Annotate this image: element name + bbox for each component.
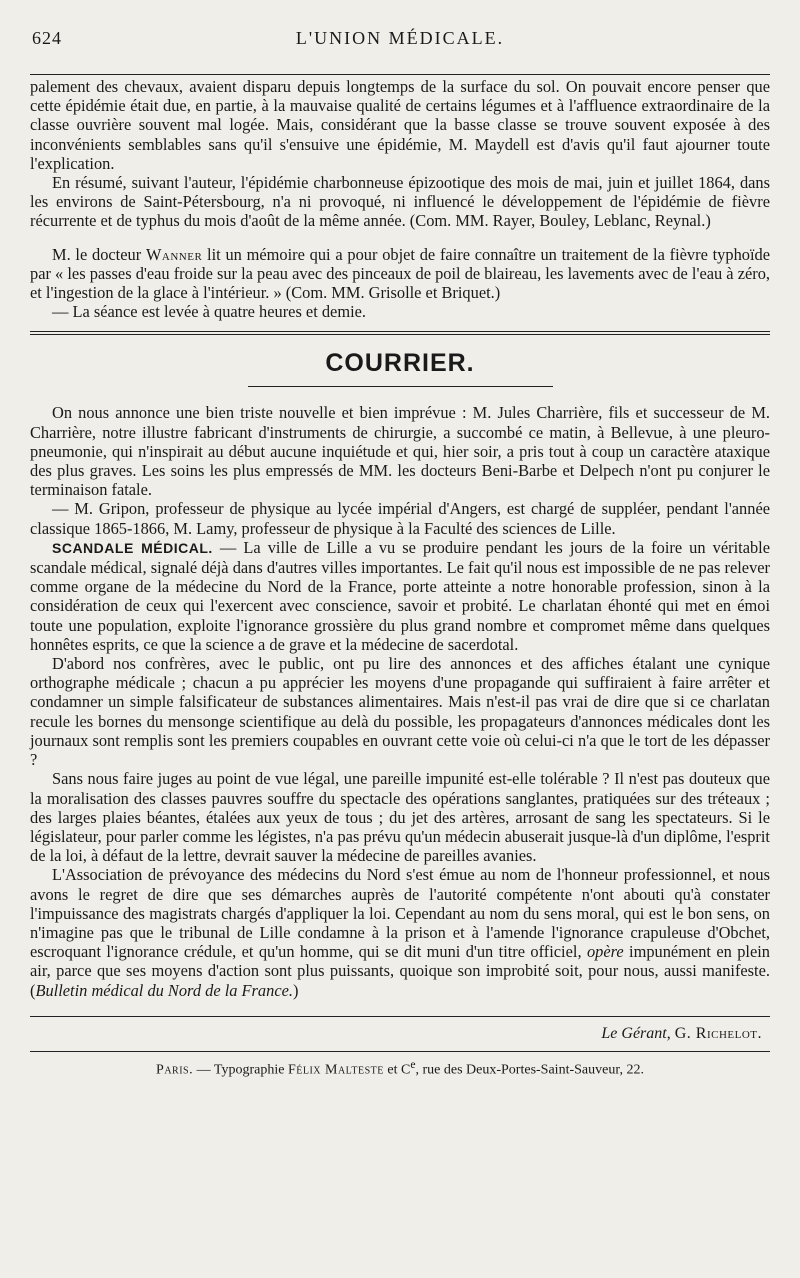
courrier-paragraph-5: Sans nous faire juges au point de vue légal, une pareille impunité est-elle tolérable ? Il n'est pas douteux que la moralisation des classes pauvres souffre du spectacle des opérations sanglantes, pratiquées sur des tréteaux ; des larges plaies béantes, étalées aux yeux de tous ; du jet des artères, arrosant de sang les spectateurs. Si le législateur, pour parler comme les légistes, n'a pas prévu qu'un médecin abuserait jusque-là d'un diplôme, l'esprit de la loi, à défaut de la lettre, devrait sauver la médecine de pareilles avanies.: [30, 769, 770, 866]
session-report: [30, 77, 770, 321]
imprint-text-c: , rue des Deux-Portes-Saint-Sauveur, 22.: [415, 1062, 644, 1078]
imprint-sup: e: [410, 1057, 416, 1071]
page-number: 624: [32, 28, 62, 48]
courrier-paragraph-2: — M. Gripon, professeur de physique au lycée impérial d'Angers, est chargé de suppléer, pendant l'année classique 1865-1866, M. Lamy, professeur de physique à la Faculté des sciences de Lille.: [30, 499, 770, 538]
courrier-paragraph-3: [30, 538, 770, 654]
courrier-paragraph-4: D'abord nos confrères, avec le public, ont pu lire des annonces et des affiches étalant une cynique orthographe médicale ; chacun a pu apprécier les moyens d'une propagande qui suffiraient à faire arrêter et condamner un simple falsificateur de substances alimentaires. Mais n'est-il pas vrai de dire que si ce charlatan recule les bornes du mensonge scientifique au delà du possible, les propagateurs d'annonces médicales dont les journaux sont remplis sont les premiers coupables en ouvrant cette voie où celui-ci n'a que le tort de les dépasser ?: [30, 654, 770, 770]
paragraph-3: [30, 245, 770, 303]
journal-title: L'UNION MÉDICALE.: [295, 28, 505, 48]
imprint-city: Paris.: [156, 1062, 194, 1078]
wanner-text: lit un mémoire qui a pour objet de faire connaître un traitement de la fièvre typhoïde par « les passes d'eau froide sur la peau avec des pinceaux de poil de blaireau, les lavements avec de l'eau à zéro, et l'ingestion de la glace à l'intérieur. » (Com. MM. Grisolle et Briquet.): [30, 244, 770, 303]
association-text: L'Association de prévoyance des médecins du Nord s'est émue au nom de l'honneur professionnel, et nous avons le regret de dire que ses démarches auprès de l'autorité compétente n'ont abouti qu'à constater l'impuissance des magistrats chargés d'appliquer la loi. Cependant au nom du sens moral, qui est le bon sens, on n'imagine pas que le tribunal de Lille condamne à la prison et à l'amende l'ignorance crapuleuse d'Obchet, escroquant l'ignorance crédule, et qu'un homme, qui se dit muni d'un titre officiel,: [30, 865, 770, 962]
running-head: [30, 20, 770, 50]
paragraph-1: palement des chevaux, avaient disparu depuis longtemps de la surface du sol. On pouvait encore penser que cette épidémie était due, en partie, à la mauvaise qualité de certains légumes et à l'affluence extraordinaire de la classe ouvrière souvent mal logée. Mais, considérant que la basse classe se trouve souvent exposée à des inconvénients semblables sans qu'il s'ensuive une épidémie, M. Maydell est d'avis qu'il faut ajourner toute l'explication.: [30, 77, 770, 173]
paragraph-4: — La séance est levée à quatre heures et demie.: [52, 302, 366, 322]
citation-close: ): [292, 980, 299, 1000]
association-text-cont: impunément en plein air, parce que ses moyens d'action sont plus puissants, quoique son improbité soit, pour nous, aussi manifeste. (: [30, 942, 770, 1000]
imprint-text-b: et C: [383, 1062, 411, 1078]
scandale-text: — La ville de Lille a vu se produire pendant les jours de la foire un véritable scandale médical, signalé déjà dans d'autres villes importantes. Le fait qu'il nous est impossible de ne pas relever comme organe de la médecine du Nord de la France, porte atteinte a notre honorable profession, sinon à la considération de ceux qui l'exercent avec conscience, savoir et probité. Le charlatan éhonté qui met en émoi toute une population, exploite l'ignorance grossière du plus grand nombre et compromet même dans quelques honnêtes esprits, ce que la science a de grave et la médecine de sacerdotal.: [30, 537, 770, 654]
section-title-courrier: COURRIER.: [325, 349, 475, 378]
courrier-paragraph-1: On nous annonce une bien triste nouvelle et bien imprévue : M. Jules Charrière, fils et successeur de M. Charrière, notre illustre fabricant d'instruments de chirurgie, a succombé ce matin, à Bellevue, à une pleuro-pneumonie, qui n'inspirait au début aucune inquiétude et qui, hier soir, a pris tout à coup un caractère ataxique des plus graves. Les soins les plus empressés de MM. les docteurs Beni-Barbe et Delpech n'ont pu conjurer le terminaison fatale.: [30, 403, 770, 500]
paragraph-2: En résumé, suivant l'auteur, l'épidémie charbonneuse épizootique des mois de mai, juin et juillet 1864, dans les environs de Saint-Pétersbourg, n'a ni provoqué, ni influencé le développement de l'épidémie de fièvre récurrente et de typhus du mois d'août de la même année. (Com. MM. Rayer, Bouley, Leblanc, Reynal.): [30, 173, 770, 231]
source-citation: Bulletin médical du Nord de la France.: [35, 980, 293, 1000]
imprint: [30, 1058, 770, 1079]
courrier-body: [30, 403, 770, 999]
courrier-paragraph-6: [30, 865, 770, 999]
section-divider: [30, 331, 770, 335]
emphasis-opere: opère: [586, 942, 624, 962]
wanner-intro: M. le docteur: [52, 244, 146, 264]
signature: Le Gérant, G. Richelot.: [601, 1024, 762, 1042]
runin-heading-scandale: SCANDALE MÉDICAL.: [52, 539, 213, 556]
signature-role: Le Gérant: [601, 1024, 667, 1042]
signature-rule: [30, 1016, 770, 1017]
author-name-wanner: Wanner: [145, 244, 203, 264]
imprint-rule: [30, 1051, 770, 1052]
header-rule: [30, 74, 770, 75]
imprint-text-a: — Typographie: [193, 1062, 288, 1078]
signature-name: G. Richelot.: [674, 1024, 762, 1042]
imprint-printer: Félix Malteste: [287, 1062, 384, 1078]
